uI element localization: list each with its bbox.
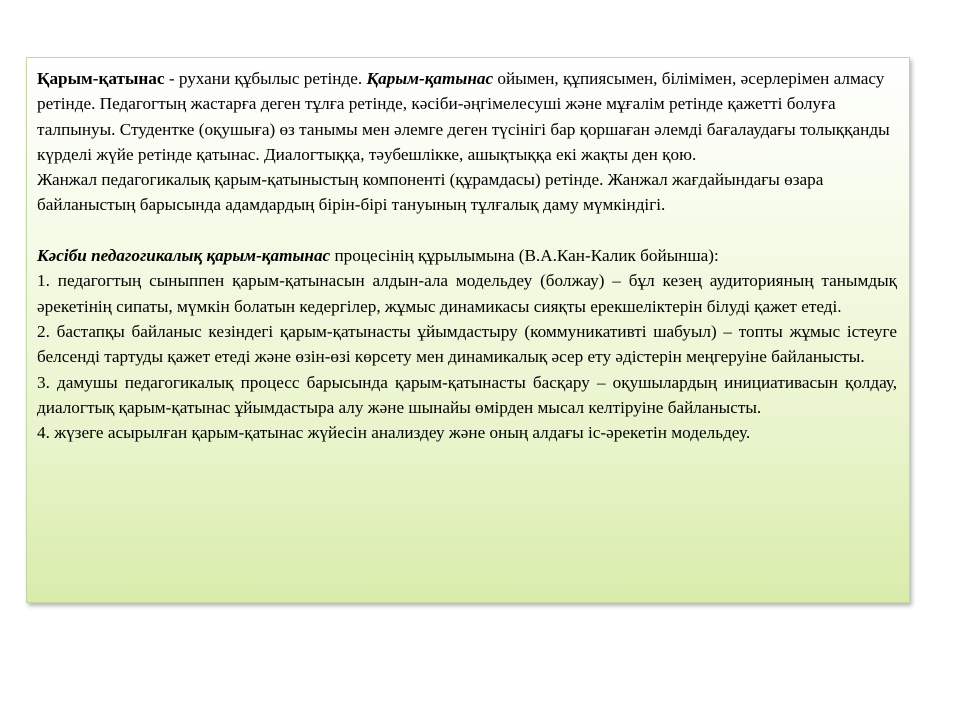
term-professional-communication: Кәсіби педагогикалық қарым-қатынас xyxy=(37,246,331,266)
text-box xyxy=(26,57,910,603)
list-item: 2. бастапқы байланыс кезіндегі қарым-қатынасты ұйымдастыру (коммуникативті шабуыл) – топты жұмыс істеуге белсенді тартуды қажет етеді және өзін-өзі көрсету мен динамикалық әсер ету әдістерін меңгеруіне байланысты. xyxy=(37,321,897,367)
list-item: 4. жүзеге асырылған қарым-қатынас жүйесін анализдеу және оның алдағы іс-әрекетін модельдеу. xyxy=(37,423,751,443)
blank-line xyxy=(37,218,897,243)
definition-text-2: ойымен, құпиясымен, білімімен, әсерлерімен алмасу ретінде. Педагогтың жастарға деген тұлға ретінде, кәсіби-әңгімелесуші және мұғалім ретінде қажетті болуға талпынуы. Студентке (оқушыға) өз танымы мен әлемге деген түсінігі бар қоршаған әлемді бағалаудағы толыққанды күрделі жүйе ретінде қатынас. Диалогтыққа, тәубешлікке, ашықтыққа екі жақты ден қою. xyxy=(37,69,890,164)
paragraph-conflict: Жанжал педагогикалық қарым-қатыныстың компоненті (құрамдасы) ретінде. Жанжал жағдайындағы өзара байланыстың барысында адамдардың бірін-бірі тануының тұлғалық даму мүмкіндігі. xyxy=(37,170,824,215)
list-item: 3. дамушы педагогикалық процесс барысында қарым-қатынасты басқару – оқушылардың инициативасын қолдау, диалогтық қарым-қатынас ұйымдастыра алу және шынайы өмірден мысал келтіруіне байланысты. xyxy=(37,372,897,417)
term-communication: Қарым-қатынас xyxy=(37,69,165,88)
paragraph-structure-heading xyxy=(37,243,897,268)
definition-text-1: - рухани құбылыс ретінде. xyxy=(164,69,367,88)
paragraph-communication-definition xyxy=(37,66,897,167)
list-item: 1. педагогтың сыныппен қарым-қатынасын алдын-ала модельдеу (болжау) – бұл кезең аудиторияның танымдық әрекетінің сипаты, мүмкін болатын кедергілер, жұмыс динамикасы сияқты ерекшеліктерін білуді қажет етеді. xyxy=(37,271,897,316)
structure-heading-text: процесінің құрылымына (В.А.Кан-Калик бойынша): xyxy=(330,246,719,266)
term-communication-italic: Қарым-қатынас xyxy=(366,69,494,88)
